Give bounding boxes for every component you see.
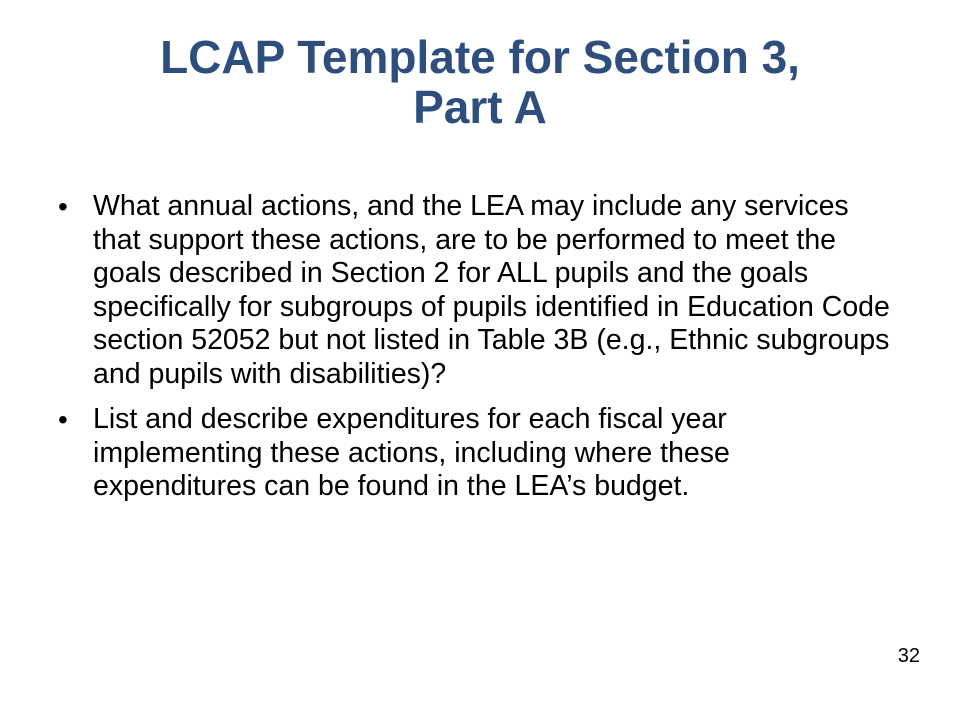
bullet-icon: • — [58, 191, 68, 222]
bullet-item-actions — [50, 190, 900, 391]
slide-title — [60, 32, 900, 132]
bullet-icon: • — [58, 404, 68, 435]
bullet-text: List and describe expenditures for each fiscal year implementing these actions, including where these expenditures can be found in the LEA’s budget. — [93, 403, 730, 502]
bullet-item-expenditures — [50, 403, 900, 504]
page-number: 32 — [897, 645, 920, 667]
bullet-list — [50, 190, 900, 516]
bullet-text: What annual actions, and the LEA may include any services that support these actions, are to be performed to meet the goals described in Section 2 for ALL pupils and the goals specifically for subgroups of pupils identified in Education Code section 52052 but not listed in Table 3B (e.g., Ethnic subgroups and pupils with disabilities)? — [93, 190, 890, 390]
slide-title-line-2: Part A — [413, 81, 547, 133]
slide-title-line-1: LCAP Template for Section 3, — [160, 31, 800, 83]
